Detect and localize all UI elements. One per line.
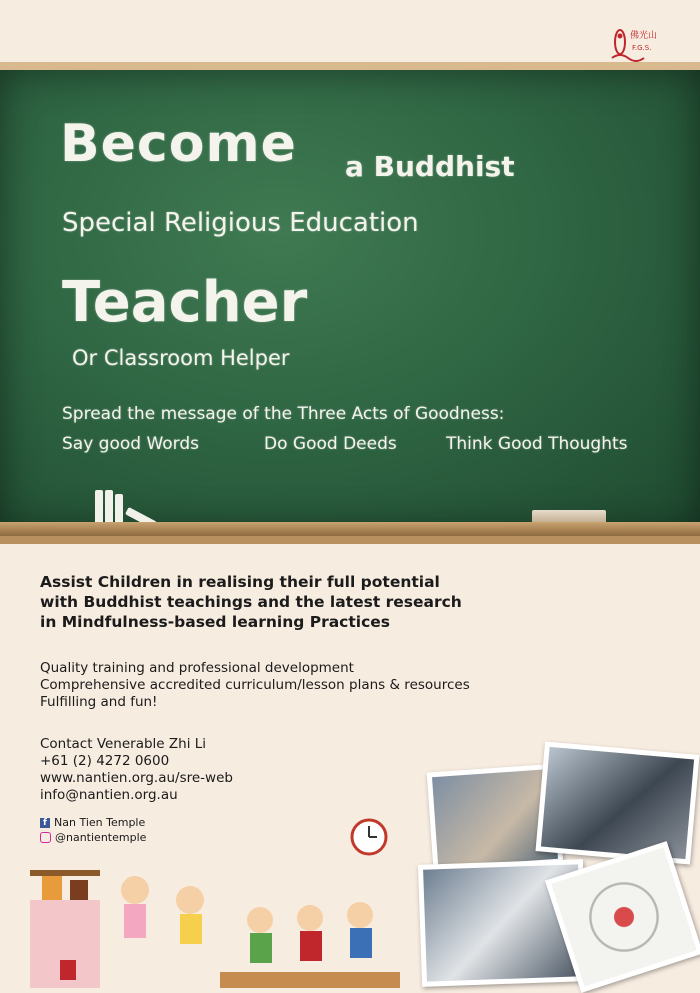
facebook-icon: f (40, 818, 50, 828)
feature-item: Quality training and professional development (40, 660, 354, 676)
clock-icon (350, 818, 388, 856)
feature-item: Fulfilling and fun! (40, 694, 158, 710)
facebook-link[interactable] (40, 815, 146, 830)
contact-website[interactable]: www.nantien.org.au/sre-web (40, 770, 233, 786)
headline-sre: Special Religious Education (62, 208, 419, 238)
feature-item: Comprehensive accredited curriculum/lesson plans & resources (40, 677, 470, 693)
headline-teacher: Teacher (62, 270, 308, 335)
lead-line: Assist Children in realising their full potential (40, 573, 440, 591)
chalkboard-ledge (0, 522, 700, 536)
logo-text: 佛光山 (630, 31, 658, 41)
three-acts-message: Spread the message of the Three Acts of Goodness: (62, 404, 505, 424)
headline-become: Become (60, 114, 297, 174)
contact-block (40, 736, 233, 804)
headline-classroom-helper: Or Classroom Helper (72, 346, 290, 370)
act-good-thoughts: Think Good Thoughts (446, 434, 628, 454)
contact-phone[interactable]: +61 (2) 4272 0600 (40, 753, 170, 769)
logo-icon (608, 26, 672, 66)
facebook-label: Nan Tien Temple (54, 816, 146, 829)
classroom-photo (536, 741, 700, 864)
lead-line: with Buddhist teachings and the latest research (40, 593, 462, 611)
features-list (40, 660, 470, 711)
lead-line: in Mindfulness-based learning Practices (40, 613, 391, 631)
instagram-link[interactable] (40, 830, 146, 845)
lead-paragraph (40, 572, 462, 632)
social-links (40, 815, 146, 845)
instagram-icon (40, 832, 51, 843)
chalkboard-frame (0, 62, 700, 544)
act-good-deeds: Do Good Deeds (264, 434, 397, 454)
logo-subtext: F.G.S. (632, 44, 652, 52)
contact-email[interactable]: info@nantien.org.au (40, 787, 178, 803)
instagram-label: @nantientemple (55, 831, 147, 844)
children-illustration (20, 860, 420, 988)
headline-a-buddhist: a Buddhist (345, 150, 515, 183)
chalkboard (0, 70, 700, 530)
act-good-words: Say good Words (62, 434, 200, 454)
contact-name: Contact Venerable Zhi Li (40, 736, 207, 752)
